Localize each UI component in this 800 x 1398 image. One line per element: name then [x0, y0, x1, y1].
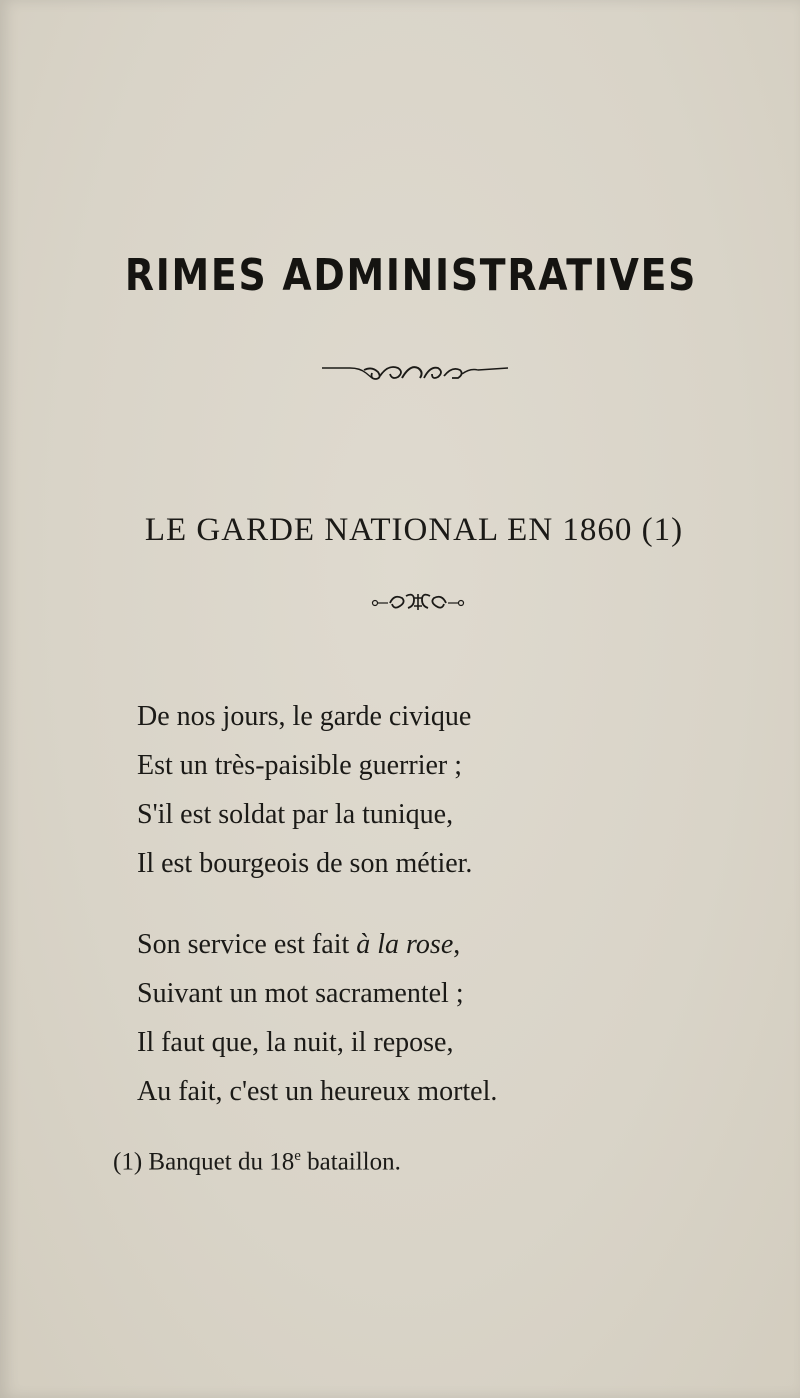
italic-phrase: à la rose — [356, 929, 454, 960]
main-title: RIMES ADMINISTRATIVES — [124, 250, 698, 301]
verse-text: Son service est fait — [137, 929, 357, 960]
footnote — [113, 1148, 401, 1176]
footnote-superscript: e — [294, 1148, 301, 1164]
footnote-text: Banquet du 18 — [148, 1148, 295, 1176]
verse-line: Il est bourgeois de son métier. — [137, 848, 473, 879]
verse-line: S'il est soldat par la tunique, — [137, 799, 454, 830]
verse-line: Est un très-paisible guerrier ; — [137, 750, 463, 781]
stanza-1 — [137, 692, 472, 888]
fleuron-ornament-icon — [370, 590, 466, 614]
footnote-text-end: bataillon. — [300, 1148, 401, 1176]
stanza-2 — [137, 920, 497, 1116]
flourish-ornament-icon — [320, 360, 510, 384]
section-title: LE GARDE NATIONAL EN 1860 (1) — [144, 512, 684, 548]
verse-line: Il faut que, la nuit, il repose, — [137, 1027, 454, 1058]
footnote-marker: (1) — [113, 1148, 143, 1176]
verse-line: Au fait, c'est un heureux mortel. — [137, 1076, 498, 1107]
verse-line — [137, 920, 497, 969]
verse-line: Suivant un mot sacramentel ; — [137, 978, 464, 1009]
verse-punctuation: , — [453, 929, 461, 960]
verse-line: De nos jours, le garde civique — [137, 701, 472, 732]
